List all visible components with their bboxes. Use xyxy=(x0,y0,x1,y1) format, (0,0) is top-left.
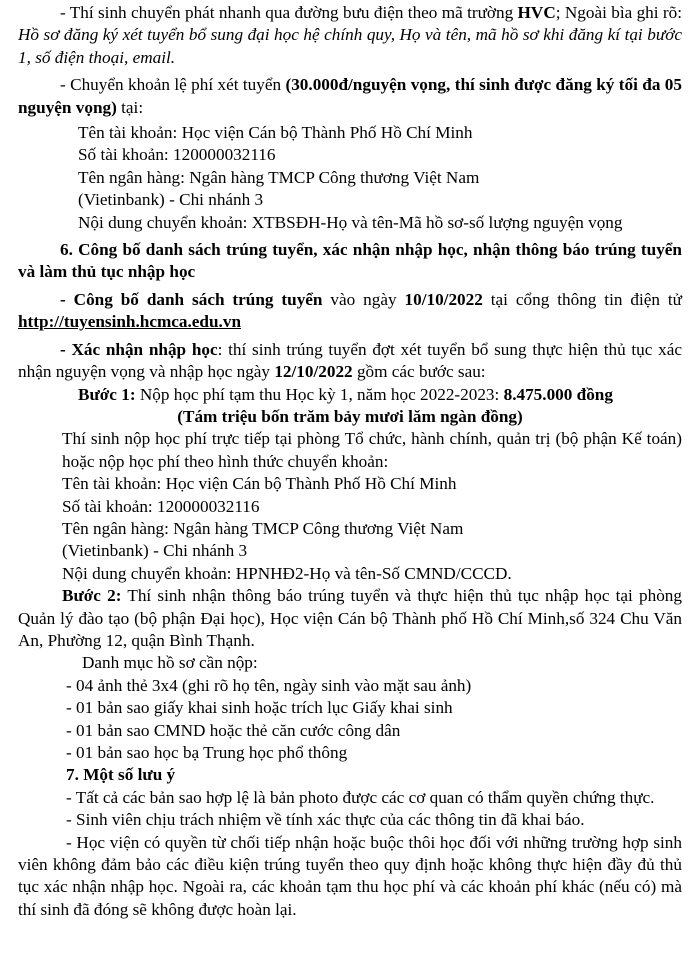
bank-account-number-2: Số tài khoản: 120000032116 xyxy=(62,496,260,516)
note-item: - Học viện có quyền từ chối tiếp nhận hoặc buộc thôi học đối với những trường hợp sinh viên không đảm bảo các điều kiện trúng tuyển theo quy định hoặc không thực hiện đầy đủ thủ tục xác nhận nhập học. Ngoài ra, các khoản tạm thu học phí và các khoản phí khác (nếu có) mà thí sinh đã đóng sẽ không được hoàn lại. xyxy=(18,832,682,919)
note-item: - Tất cả các bản sao hợp lệ là bản photo được các cơ quan có thẩm quyền chứng thực. xyxy=(66,787,655,807)
section-6-heading: 6. Công bố danh sách trúng tuyển, xác nhận nhập học, nhận thông báo trúng tuyển và làm thủ tục nhập học xyxy=(18,240,682,282)
confirm-enrollment-paragraph: - Xác nhận nhập học: thí sinh trúng tuyển đợt xét tuyển bổ sung thực hiện thủ tục xác nhận nguyện vọng và nhập học ngày 12/10/2022 gồm các bước sau: xyxy=(18,339,682,382)
bank-account-name-1: Tên tài khoản: Học viện Cán bộ Thành Phố Hồ Chí Minh xyxy=(78,123,473,143)
delivery-paragraph: - Thí sinh chuyển phát nhanh qua đường bưu điện theo mã trường HVC; Ngoài bìa ghi rõ: Hồ sơ đăng ký xét tuyển bổ sung đại học hệ chính quy, Họ và tên, mã hồ sơ khi đăng kí tại bước 1, số điện thoại, email. xyxy=(18,3,682,67)
document-item: - 01 bản sao học bạ Trung học phổ thông xyxy=(66,743,348,762)
step-1-line: Bước 1: Nộp học phí tạm thu Học kỳ 1, năm học 2022-2023: 8.475.000 đồng xyxy=(78,384,613,404)
document-item: - 01 bản sao giấy khai sinh hoặc trích lục Giấy khai sinh xyxy=(66,698,453,718)
step-1-body: Thí sinh nộp học phí trực tiếp tại phòng Tổ chức, hành chính, quản trị (bộ phận Kế toán) hoặc nộp học phí theo hình thức chuyển khoản: xyxy=(62,429,682,471)
transfer-content-1: Nội dung chuyển khoản: XTBSĐH-Họ và tên-Mã hồ sơ-số lượng nguyện vọng xyxy=(78,212,623,232)
announce-list-paragraph: - Công bố danh sách trúng tuyển vào ngày 10/10/2022 tại cổng thông tin điện tử http://tuyensinh.hcmca.edu.vn xyxy=(18,289,682,332)
note-item: - Sinh viên chịu trách nhiệm về tính xác thực của các thông tin đã khai báo. xyxy=(66,810,585,830)
fee-transfer-paragraph: - Chuyển khoản lệ phí xét tuyển (30.000đ/nguyện vọng, thí sinh được đăng ký tối đa 05 nguyện vọng) tại: xyxy=(18,75,682,117)
section-7-heading: 7. Một số lưu ý xyxy=(66,765,176,785)
bank-branch-2: (Vietinbank) - Chi nhánh 3 xyxy=(62,541,248,561)
bank-branch-1: (Vietinbank) - Chi nhánh 3 xyxy=(78,190,264,210)
bank-account-name-2: Tên tài khoản: Học viện Cán bộ Thành Phố Hồ Chí Minh xyxy=(62,474,457,494)
bank-name-2: Tên ngân hàng: Ngân hàng TMCP Công thương Việt Nam xyxy=(62,518,464,538)
document-item: - 01 bản sao CMND hoặc thẻ căn cước công dân xyxy=(66,720,401,740)
documents-title: Danh mục hồ sơ cần nộp: xyxy=(82,653,258,673)
step-2-paragraph: Bước 2: Thí sinh nhận thông báo trúng tuyển và thực hiện thủ tục nhập học tại phòng Quản lý đào tạo (bộ phận Đại học), Học viện Cán bộ Thành phố Hồ Chí Minh,số 324 Chu Văn An, Phường 12, quận Bình Thạnh. xyxy=(18,586,682,650)
document-item: - 04 ảnh thẻ 3x4 (ghi rõ họ tên, ngày sinh vào mặt sau ảnh) xyxy=(66,675,472,695)
step-1-amount-words: (Tám triệu bốn trăm bảy mươi lăm ngàn đồng) xyxy=(177,406,523,426)
bank-name-1: Tên ngân hàng: Ngân hàng TMCP Công thương Việt Nam xyxy=(78,167,480,187)
transfer-content-2: Nội dung chuyển khoản: HPNHĐ2-Họ và tên-Số CMND/CCCD. xyxy=(62,563,512,583)
bank-account-number-1: Số tài khoản: 120000032116 xyxy=(78,145,276,165)
admission-portal-link[interactable]: http://tuyensinh.hcmca.edu.vn xyxy=(18,312,242,332)
